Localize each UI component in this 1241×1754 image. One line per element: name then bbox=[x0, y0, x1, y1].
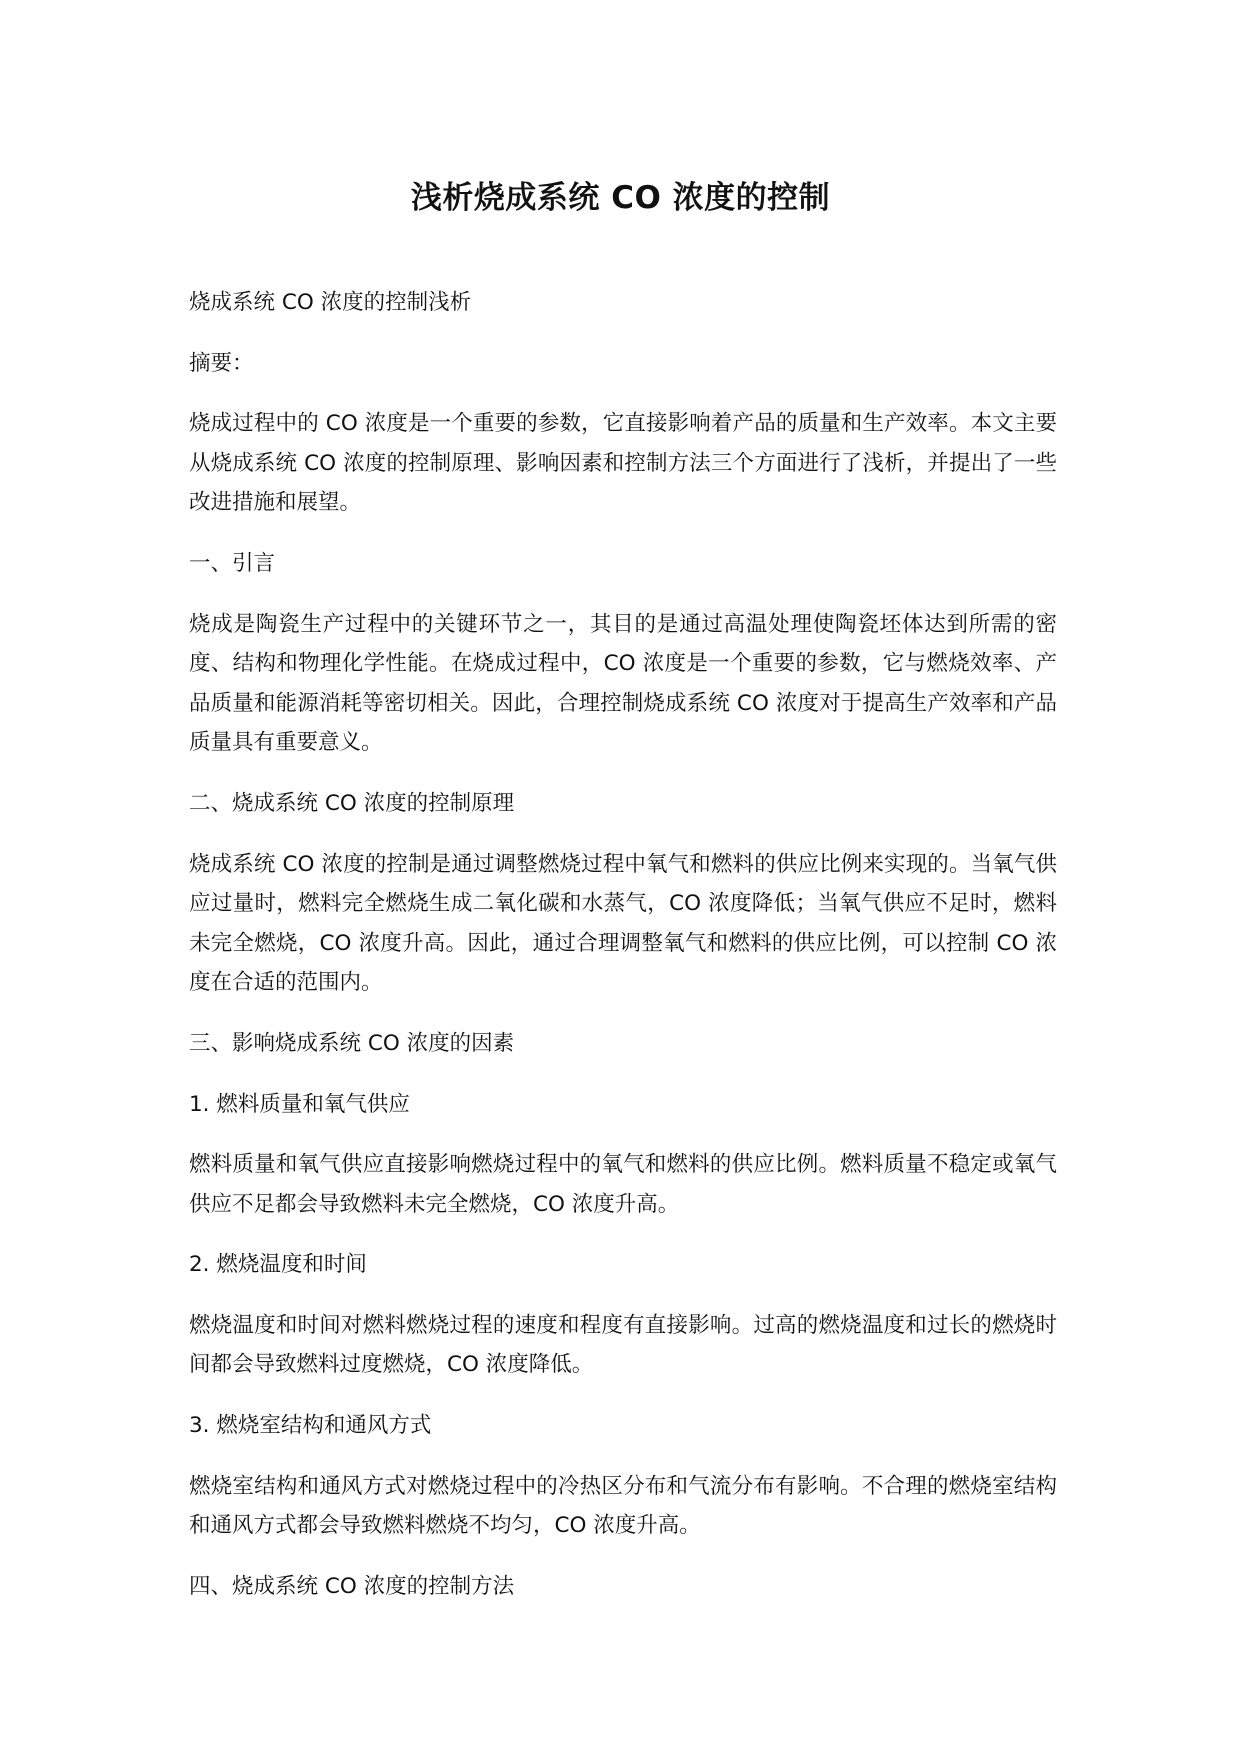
section-heading-principle: 二、烧成系统 CO 浓度的控制原理 bbox=[189, 790, 515, 816]
section-heading-introduction: 一、引言 bbox=[189, 550, 276, 576]
factor-paragraph-chamber-ventilation: 燃烧室结构和通风方式对燃烧过程中的冷热区分布和气流分布有影响。不合理的燃烧室结构和通风方式都会导致燃料燃烧不均匀，CO 浓度升高。 bbox=[189, 1473, 1057, 1539]
section-heading-methods: 四、烧成系统 CO 浓度的控制方法 bbox=[189, 1573, 515, 1599]
factor-heading-temperature-time: 2. 燃烧温度和时间 bbox=[189, 1252, 367, 1278]
abstract-label: 摘要： bbox=[189, 350, 254, 376]
factor-paragraph-temperature-time: 燃烧温度和时间对燃料燃烧过程的速度和程度有直接影响。过高的燃烧温度和过长的燃烧时间都会导致燃料过度燃烧，CO 浓度降低。 bbox=[189, 1312, 1057, 1378]
document-subtitle: 烧成系统 CO 浓度的控制浅析 bbox=[189, 290, 472, 315]
introduction-paragraph: 烧成是陶瓷生产过程中的关键环节之一，其目的是通过高温处理使陶瓷坯体达到所需的密度、结构和物理化学性能。在烧成过程中，CO 浓度是一个重要的参数，它与燃烧效率、产品质量和能源消耗等密切相关。因此，合理控制烧成系统 CO 浓度对于提高生产效率和产品质量具有重要意义。 bbox=[189, 611, 1057, 756]
factor-heading-chamber-ventilation: 3. 燃烧室结构和通风方式 bbox=[189, 1413, 432, 1439]
principle-paragraph: 烧成系统 CO 浓度的控制是通过调整燃烧过程中氧气和燃料的供应比例来实现的。当氧气供应过量时，燃料完全燃烧生成二氧化碳和水蒸气，CO 浓度降低；当氧气供应不足时，燃料未完全燃烧，CO 浓度升高。因此，通过合理调整氧气和燃料的供应比例，可以控制 CO 浓度在合适的范围内。 bbox=[189, 851, 1057, 996]
factor-heading-fuel-oxygen: 1. 燃料质量和氧气供应 bbox=[189, 1091, 410, 1117]
abstract-paragraph: 烧成过程中的 CO 浓度是一个重要的参数，它直接影响着产品的质量和生产效率。本文主要从烧成系统 CO 浓度的控制原理、影响因素和控制方法三个方面进行了浅析，并提出了一些改进措施和展望。 bbox=[189, 411, 1057, 516]
factor-paragraph-fuel-oxygen: 燃料质量和氧气供应直接影响燃烧过程中的氧气和燃料的供应比例。燃料质量不稳定或氧气供应不足都会导致燃料未完全燃烧，CO 浓度升高。 bbox=[189, 1152, 1057, 1217]
document-title: 浅析烧成系统 CO 浓度的控制 bbox=[410, 180, 831, 216]
section-heading-factors: 三、影响烧成系统 CO 浓度的因素 bbox=[189, 1030, 515, 1056]
document-body bbox=[189, 283, 1057, 1627]
